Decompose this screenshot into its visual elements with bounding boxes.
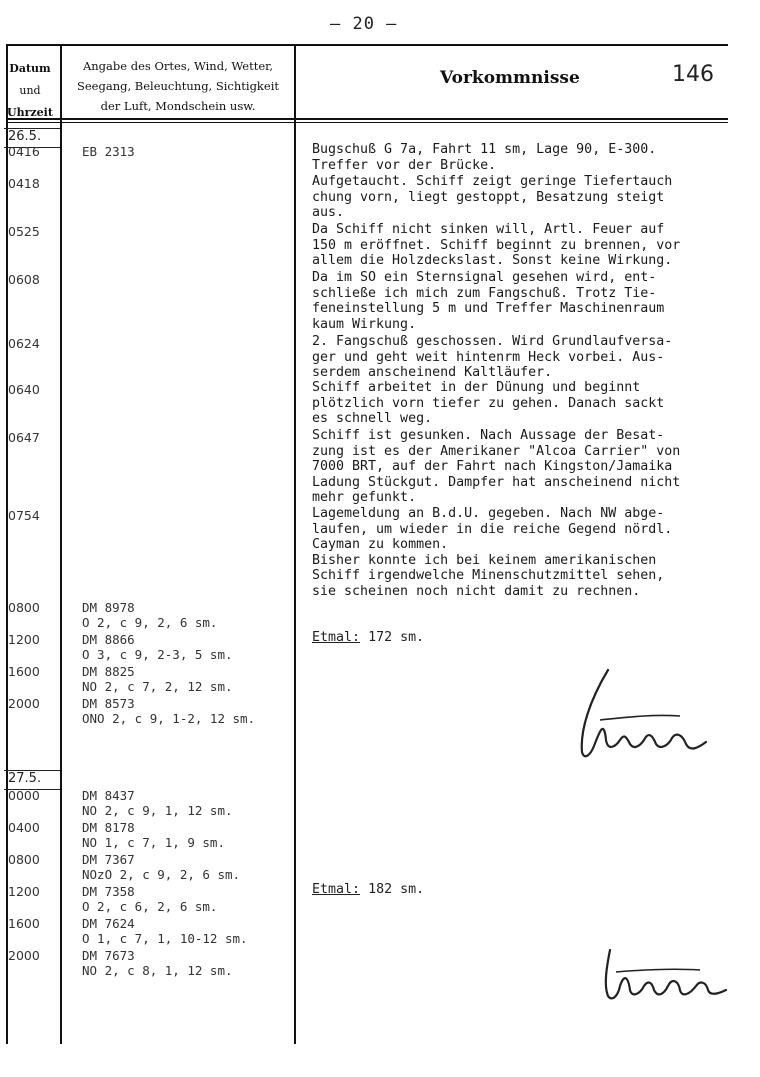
entry-text	[312, 428, 680, 506]
entry-text	[312, 334, 672, 381]
entry-line: ger und geht weit hintenrm Heck vorbei. Aus-	[312, 349, 665, 365]
watch-square: DM 7673	[82, 948, 135, 963]
watch-time: 0800	[8, 600, 40, 615]
entry-line: zung ist es der Amerikaner "Alcoa Carrier" von	[312, 443, 681, 459]
entry-line: Cayman zu kommen.	[312, 537, 449, 553]
watch-time: 1600	[8, 916, 40, 931]
watch-square: DM 8978	[82, 600, 135, 615]
entry-line: laufen, um wieder in die reiche Gegend nördl.	[312, 521, 673, 537]
entry-line: Lagemeldung an B.d.U. gegeben. Nach NW abge-	[312, 506, 665, 521]
header-events: Vorkommnisse	[440, 68, 580, 88]
watch-weather: NO 2, c 7, 2, 12 sm.	[82, 679, 233, 694]
watch-weather: O 2, c 9, 2, 6 sm.	[82, 615, 218, 630]
entry-line: Bisher konnte ich bei keinem amerikanischen	[312, 552, 657, 568]
entry-line: Bugschuß G 7a, Fahrt 11 sm, Lage 90, E-300.	[312, 142, 657, 157]
date-day2: 27.5.	[8, 771, 42, 786]
watch-square: DM 8437	[82, 788, 135, 803]
entry-line: allem die Holzdeckslast. Sonst keine Wirkung.	[312, 253, 673, 269]
signature-1	[560, 660, 730, 770]
entry-line: chung vorn, liegt gestoppt, Besatzung steigt	[312, 189, 665, 205]
watch-square: DM 7367	[82, 852, 135, 867]
watch-time: 0000	[8, 788, 40, 803]
header-datum-line: und	[19, 84, 41, 97]
entry-line: Da im SO ein Sternsignal gesehen wird, ent-	[312, 270, 657, 285]
watch-time: 0800	[8, 852, 40, 867]
col2-divider	[294, 44, 296, 1044]
entry-time: 0416	[8, 144, 40, 159]
col1-divider	[60, 44, 62, 1044]
watch-weather: O 3, c 9, 2-3, 5 sm.	[82, 647, 233, 662]
watch-weather: NO 2, c 8, 1, 12 sm.	[82, 963, 233, 978]
watch-weather: O 2, c 6, 2, 6 sm.	[82, 899, 218, 914]
header-location-line: Seegang, Beleuchtung, Sichtigkeit	[76, 79, 280, 93]
watch-weather: ONO 2, c 9, 1-2, 12 sm.	[82, 711, 256, 726]
entry-position: EB 2313	[82, 144, 135, 159]
entry-text	[312, 222, 680, 269]
date-day1: 26.5.	[8, 129, 42, 144]
entry-text	[312, 506, 672, 600]
watch-square: DM 8178	[82, 820, 135, 835]
entry-line: Treffer vor der Brücke.	[312, 157, 497, 173]
header-double-rule	[6, 122, 728, 123]
entry-time: 0418	[8, 176, 40, 191]
watch-weather: O 1, c 7, 1, 10-12 sm.	[82, 931, 248, 946]
page-number: – 20 –	[330, 14, 398, 34]
entry-text	[312, 174, 672, 221]
entry-line: Da Schiff nicht sinken will, Artl. Feuer auf	[312, 222, 665, 237]
watch-time: 2000	[8, 696, 40, 711]
etmal-day1	[312, 630, 424, 645]
entry-line: Ladung Stückgut. Dampfer hat anscheinend nicht	[312, 474, 681, 490]
entry-text	[312, 380, 664, 427]
etmal-label: Etmal:	[312, 630, 361, 645]
watch-weather: NO 1, c 7, 1, 9 sm.	[82, 835, 225, 850]
watch-time: 1600	[8, 664, 40, 679]
watch-weather: NO 2, c 9, 1, 12 sm.	[82, 803, 233, 818]
header-location-line: Angabe des Ortes, Wind, Wetter,	[82, 59, 274, 73]
header-page-ref: 146	[672, 62, 714, 87]
header-datum-line: Uhrzeit	[7, 106, 53, 119]
entry-line: serdem anscheinend Kaltläufer.	[312, 365, 553, 381]
watch-square: DM 7624	[82, 916, 135, 931]
entry-line: 150 m eröffnet. Schiff beginnt zu brennen, vor	[312, 237, 681, 253]
entry-line: Aufgetaucht. Schiff zeigt geringe Tiefertauch	[312, 174, 673, 189]
entry-time: 0647	[8, 430, 40, 445]
entry-time: 0608	[8, 272, 40, 287]
entry-line: Schiff arbeitet in der Dünung und beginnt	[312, 380, 641, 395]
entry-line: mehr gefunkt.	[312, 490, 417, 506]
date-box-day2	[4, 770, 60, 790]
etmal-value: 182 sm.	[368, 882, 425, 897]
header-bottom-rule	[6, 118, 728, 120]
entry-line: aus.	[312, 205, 345, 221]
header-location-line: der Luft, Mondschein usw.	[100, 99, 256, 113]
entry-line: plötzlich vorn tiefer zu gehen. Danach sackt	[312, 395, 665, 411]
top-rule	[6, 44, 728, 46]
entry-line: sie scheinen noch nicht damit zu rechnen.	[312, 583, 641, 599]
entry-time: 0624	[8, 336, 40, 351]
entry-text	[312, 142, 656, 173]
entry-line: Schiff irgendwelche Minenschutzmittel sehen,	[312, 568, 665, 584]
watch-time: 2000	[8, 948, 40, 963]
watch-square: DM 7358	[82, 884, 135, 899]
header-location	[64, 56, 292, 116]
watch-square: DM 8825	[82, 664, 135, 679]
entry-time: 0754	[8, 508, 40, 523]
watch-time: 1200	[8, 884, 40, 899]
watch-weather: NOzO 2, c 9, 2, 6 sm.	[82, 867, 241, 882]
header-datum	[2, 58, 58, 124]
watch-time: 0400	[8, 820, 40, 835]
entry-line: feneinstellung 5 m und Treffer Maschinenraum	[312, 301, 665, 317]
signature-2	[590, 920, 740, 1010]
etmal-value: 172 sm.	[368, 630, 425, 645]
entry-line: schließe ich mich zum Fangschuß. Trotz Tie-	[312, 285, 657, 301]
etmal-day2	[312, 882, 424, 897]
header-datum-line: Datum	[9, 62, 51, 75]
entry-line: 7000 BRT, auf der Fahrt nach Kingston/Jamaika	[312, 459, 673, 475]
entry-time: 0640	[8, 382, 40, 397]
entry-time: 0525	[8, 224, 40, 239]
entry-line: Schiff ist gesunken. Nach Aussage der Besat-	[312, 428, 665, 443]
watch-square: DM 8866	[82, 632, 135, 647]
entry-line: kaum Wirkung.	[312, 316, 417, 332]
entry-line: 2. Fangschuß geschossen. Wird Grundlaufversa-	[312, 334, 673, 349]
watch-time: 1200	[8, 632, 40, 647]
entry-line: es schnell weg.	[312, 411, 433, 427]
entry-text	[312, 270, 664, 332]
watch-square: DM 8573	[82, 696, 135, 711]
etmal-label: Etmal:	[312, 882, 361, 897]
